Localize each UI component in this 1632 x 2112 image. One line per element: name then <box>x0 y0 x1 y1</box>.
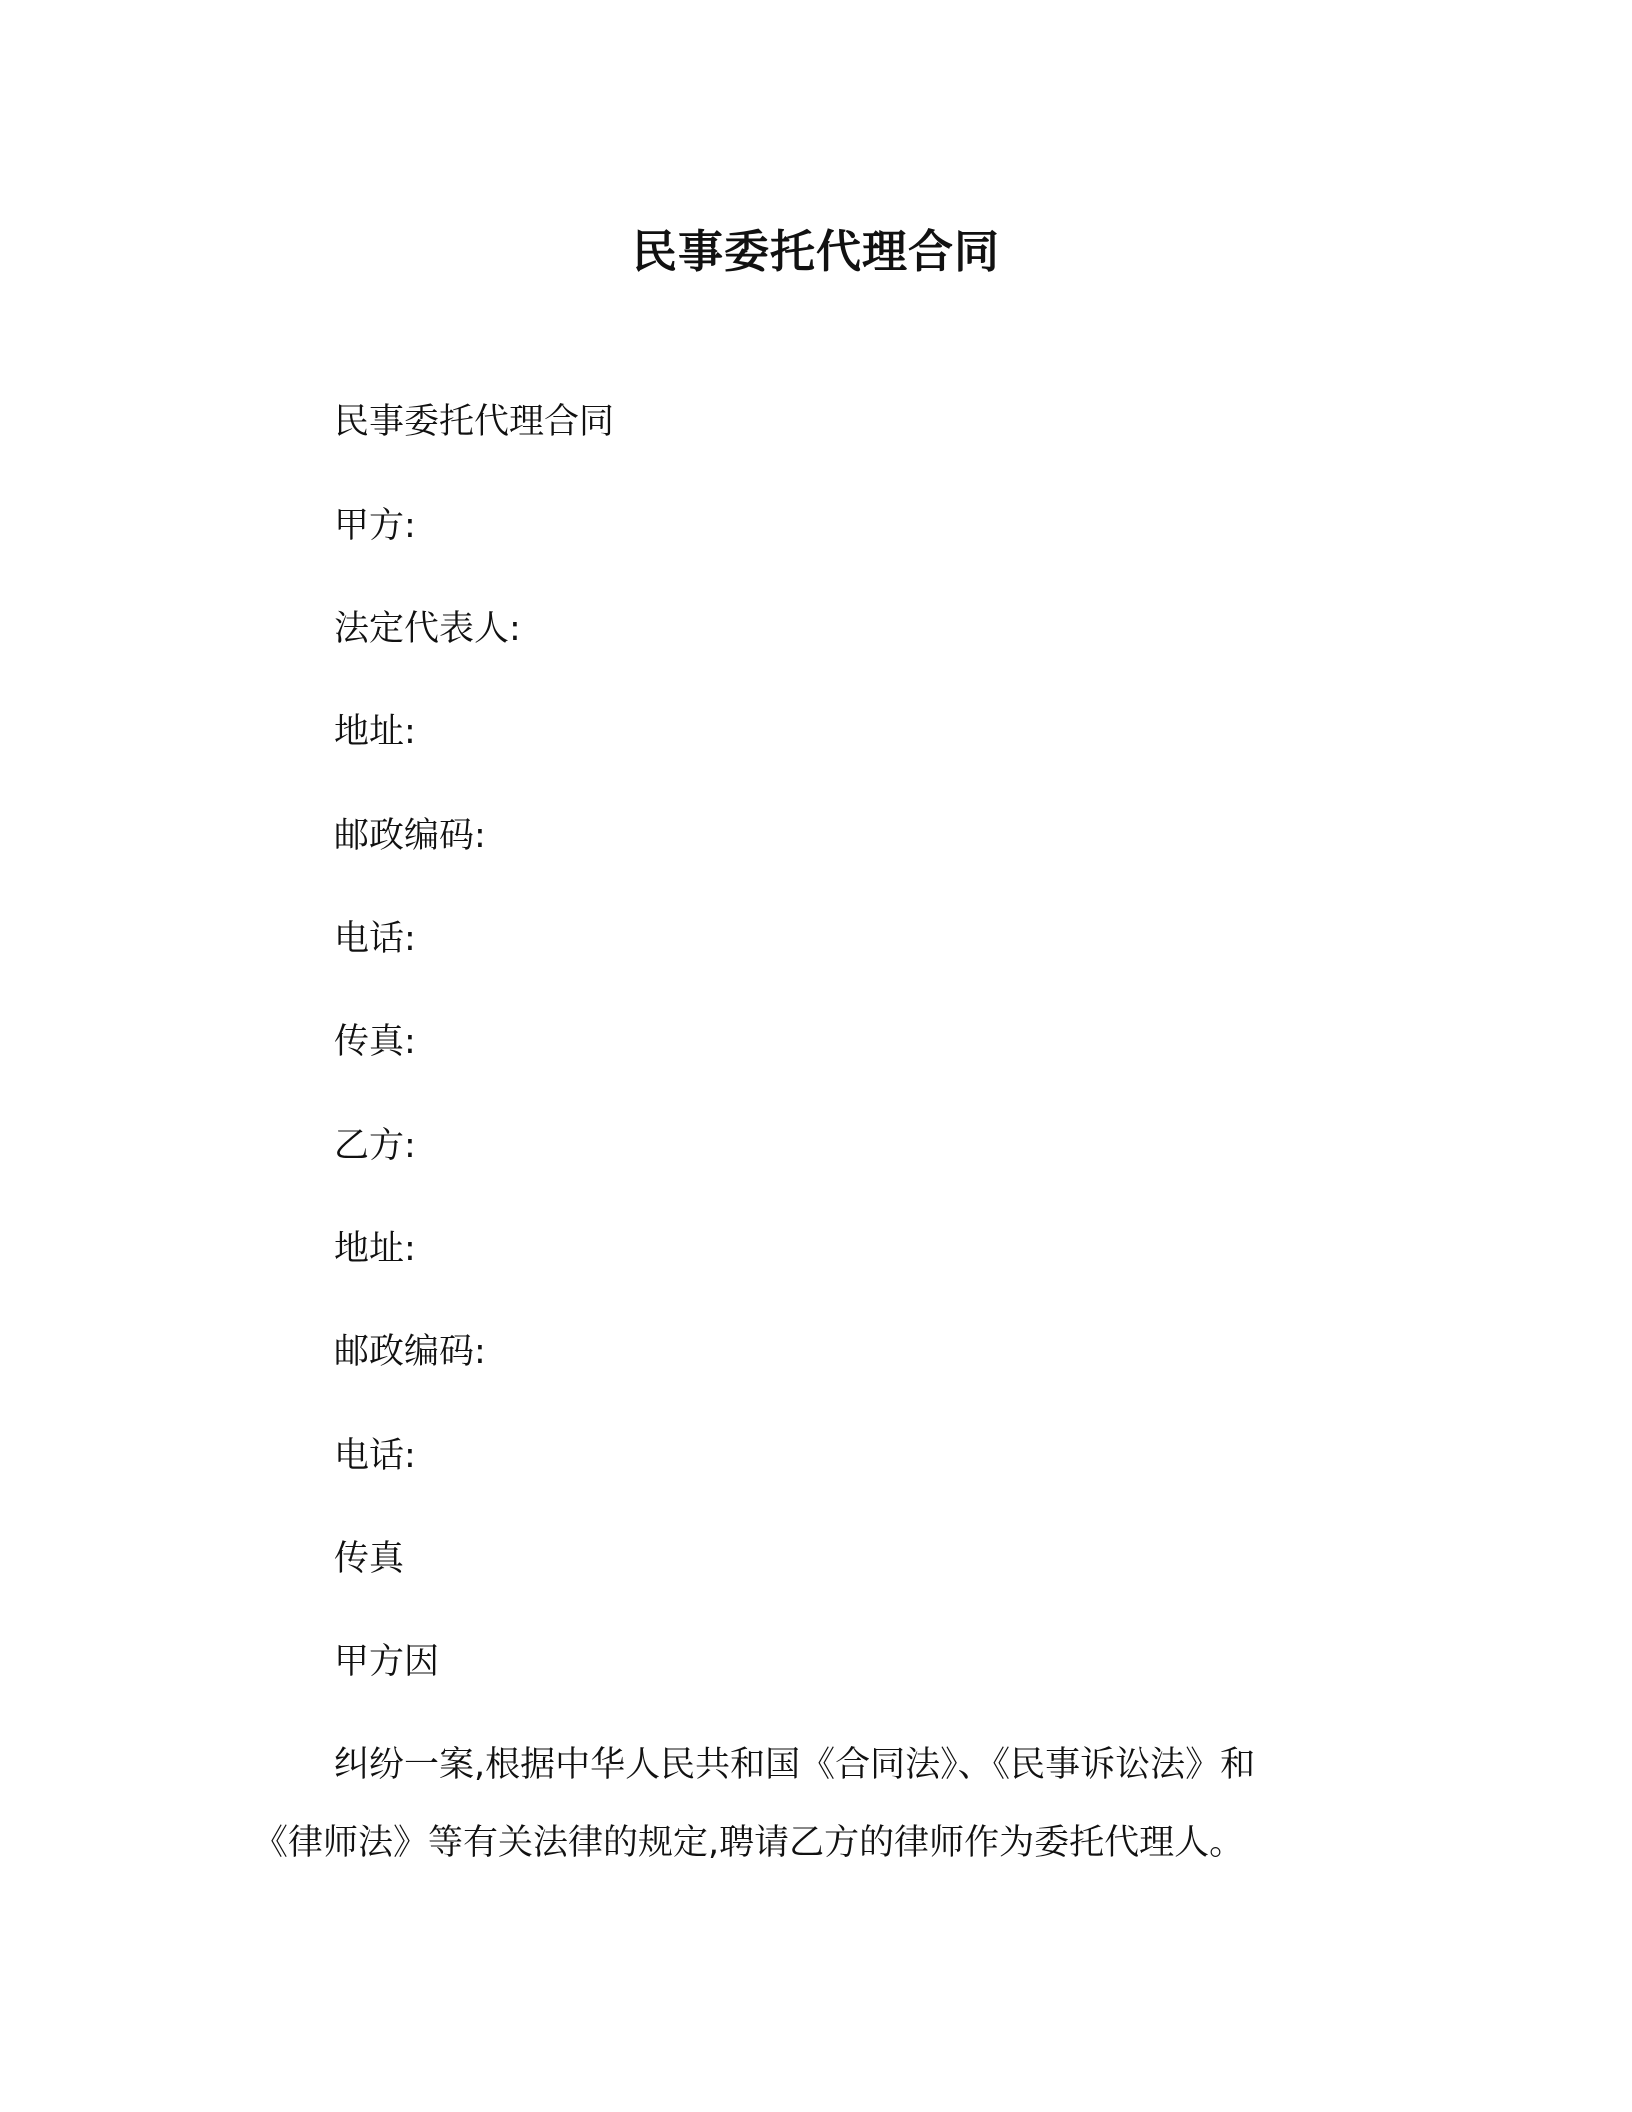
party-b-address-label: 地址: <box>334 1229 416 1269</box>
party-a-label: 甲方: <box>334 506 416 546</box>
party-a-reason-label: 甲方因 <box>334 1642 440 1682</box>
subtitle-line: 民事委托代理合同 <box>334 402 615 442</box>
party-a-postcode-label: 邮政编码: <box>334 816 486 856</box>
party-b-fax-label: 传真 <box>334 1539 405 1579</box>
party-a-fax-label: 传真: <box>334 1022 416 1062</box>
paragraph-line-1: 纠纷一案,根据中华人民共和国《合同法》、《民事诉讼法》和 <box>334 1745 1256 1785</box>
contract-clause-paragraph <box>253 1726 1383 1882</box>
party-a-phone-label: 电话: <box>334 919 416 959</box>
legal-representative-label: 法定代表人: <box>334 609 521 649</box>
party-b-phone-label: 电话: <box>334 1436 416 1476</box>
document-title: 民事委托代理合同 <box>631 225 1000 278</box>
party-a-address-label: 地址: <box>334 712 416 752</box>
party-b-label: 乙方: <box>334 1126 416 1166</box>
paragraph-line-2: 《律师法》等有关法律的规定,聘请乙方的律师作为委托代理人。 <box>253 1823 1245 1863</box>
party-b-postcode-label: 邮政编码: <box>334 1332 486 1372</box>
